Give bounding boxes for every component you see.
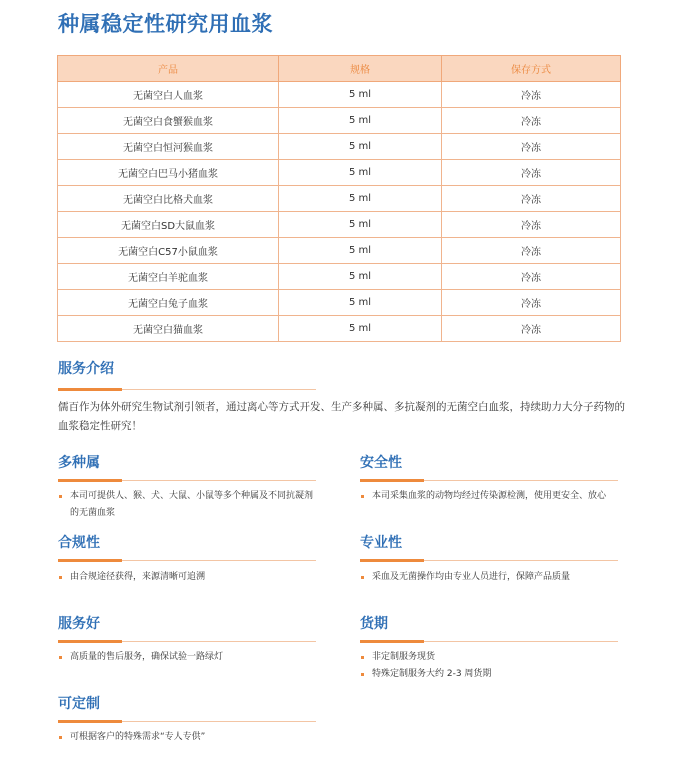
feature-heading-safety: 安全性: [360, 455, 402, 471]
feature-rule-delivery: [360, 641, 618, 642]
cell-storage: 冷冻: [442, 212, 621, 238]
cell-spec: 5 ml: [279, 108, 442, 134]
feature-heading-compliance: 合规性: [58, 535, 100, 551]
feature-heading-custom: 可定制: [58, 696, 100, 712]
header-spec: 规格: [279, 56, 442, 82]
cell-storage: 冷冻: [442, 82, 621, 108]
service-intro: 儒百作为体外研究生物试剂引领者，通过离心等方式开发、生产多种属、多抗凝剂的无菌空白血浆，持续助力大分子药物的血浆稳定性研究！: [58, 401, 625, 432]
feature-rule-custom: [58, 721, 316, 722]
cell-spec: 5 ml: [279, 316, 442, 342]
table-row: [58, 316, 621, 342]
table-row: [58, 290, 621, 316]
header-product: 产品: [58, 56, 279, 82]
cell-spec: 5 ml: [279, 82, 442, 108]
feature-rule-compliance: [58, 560, 316, 561]
cell-spec: 5 ml: [279, 238, 442, 264]
table-header-row: [58, 56, 621, 82]
cell-storage: 冷冻: [442, 290, 621, 316]
cell-product: 无菌空白猫血浆: [58, 316, 279, 342]
feature-heading-delivery: 货期: [360, 616, 388, 632]
list-item: 可根据客户的特殊需求“专人专供”: [58, 729, 313, 746]
cell-product: 无菌空白SD大鼠血浆: [58, 212, 279, 238]
feature-rule-professional: [360, 560, 618, 561]
feature-list-compliance: [58, 569, 313, 586]
list-item: 特殊定制服务大约 2-3 周货期: [360, 666, 620, 683]
cell-storage: 冷冻: [442, 186, 621, 212]
feature-heading-service: 服务好: [58, 616, 100, 632]
table-row: [58, 264, 621, 290]
cell-product: 无菌空白羊驼血浆: [58, 264, 279, 290]
cell-spec: 5 ml: [279, 186, 442, 212]
feature-list-delivery: [360, 649, 620, 683]
feature-list-professional: [360, 569, 620, 586]
cell-spec: 5 ml: [279, 290, 442, 316]
cell-storage: 冷冻: [442, 238, 621, 264]
table-row: [58, 108, 621, 134]
cell-storage: 冷冻: [442, 264, 621, 290]
cell-product: 无菌空白人血浆: [58, 82, 279, 108]
header-storage: 保存方式: [442, 56, 621, 82]
cell-product: 无菌空白比格犬血浆: [58, 186, 279, 212]
service-heading: 服务介绍: [58, 361, 114, 377]
table-row: [58, 186, 621, 212]
cell-product: 无菌空白巴马小猪血浆: [58, 160, 279, 186]
feature-list-species: [58, 488, 313, 522]
cell-spec: 5 ml: [279, 160, 442, 186]
cell-product: 无菌空白C57小鼠血浆: [58, 238, 279, 264]
page-title: 种属稳定性研究用血浆: [58, 12, 273, 36]
cell-storage: 冷冻: [442, 108, 621, 134]
feature-rule-safety: [360, 480, 618, 481]
table-row: [58, 160, 621, 186]
feature-heading-species: 多种属: [58, 455, 100, 471]
feature-list-custom: [58, 729, 313, 746]
feature-list-safety: [360, 488, 620, 505]
cell-spec: 5 ml: [279, 212, 442, 238]
plasma-product-table: [57, 55, 621, 342]
feature-rule-service: [58, 641, 316, 642]
feature-rule-species: [58, 480, 316, 481]
table-row: [58, 134, 621, 160]
list-item: 采血及无菌操作均由专业人员进行，保障产品质量: [360, 569, 620, 586]
feature-list-service: [58, 649, 313, 666]
list-item: 非定制服务现货: [360, 649, 620, 666]
cell-spec: 5 ml: [279, 134, 442, 160]
list-item: 高质量的售后服务，确保试验一路绿灯: [58, 649, 313, 666]
cell-spec: 5 ml: [279, 264, 442, 290]
cell-storage: 冷冻: [442, 134, 621, 160]
table-row: [58, 212, 621, 238]
list-item: 由合规途径获得，来源清晰可追溯: [58, 569, 313, 586]
cell-storage: 冷冻: [442, 316, 621, 342]
cell-product: 无菌空白恒河猴血浆: [58, 134, 279, 160]
cell-product: 无菌空白兔子血浆: [58, 290, 279, 316]
cell-product: 无菌空白食蟹猴血浆: [58, 108, 279, 134]
list-item: 本司可提供人、猴、犬、大鼠、小鼠等多个种属及不同抗凝剂的无菌血浆: [58, 488, 313, 522]
cell-storage: 冷冻: [442, 160, 621, 186]
table-row: [58, 238, 621, 264]
feature-heading-professional: 专业性: [360, 535, 402, 551]
service-heading-rule: [58, 389, 316, 390]
list-item: 本司采集血浆的动物均经过传染源检测，使用更安全、放心: [360, 488, 620, 505]
table-row: [58, 82, 621, 108]
